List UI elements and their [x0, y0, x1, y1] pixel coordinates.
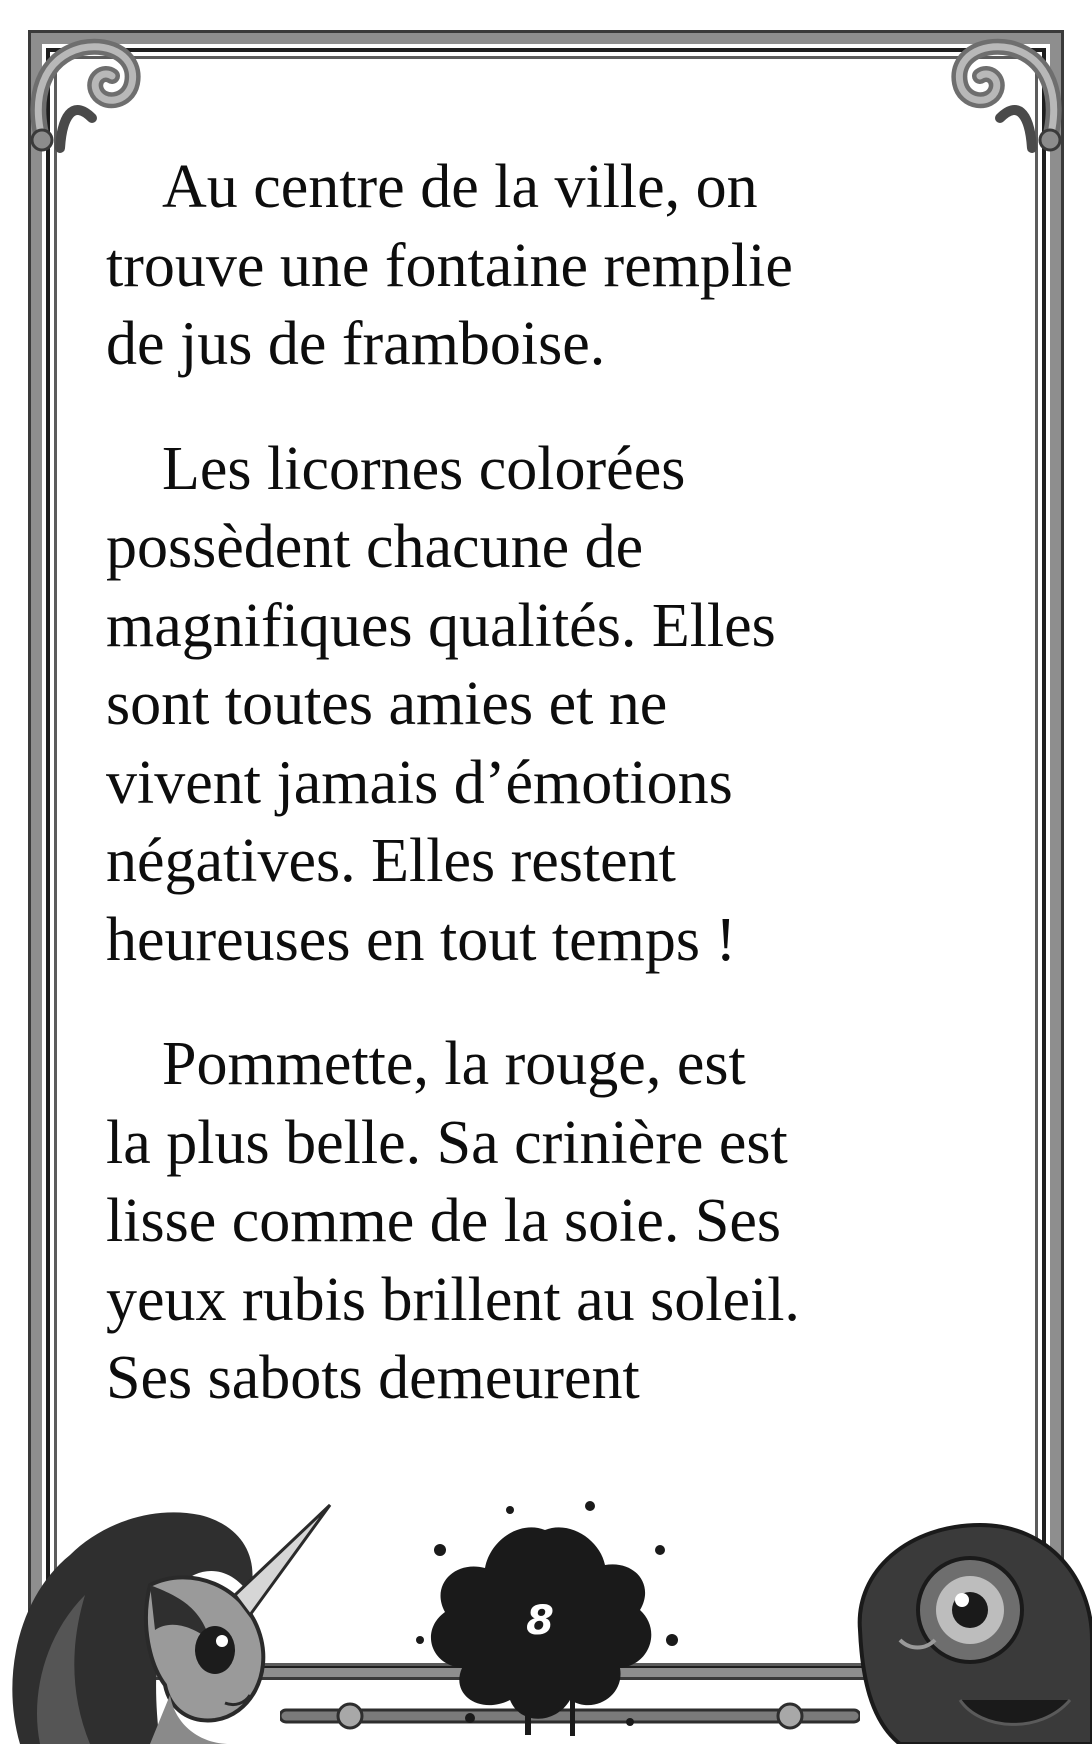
paragraph-2: [106, 430, 966, 980]
text-line: Au centre de la ville, on: [162, 153, 758, 221]
story-text: [106, 148, 966, 1464]
text-line: yeux rubis brillent au soleil.: [106, 1265, 800, 1334]
text-line: heureuses en tout temps !: [106, 905, 737, 974]
creature-illustration: [840, 1500, 1092, 1744]
text-line: la plus belle. Sa crinière est: [106, 1108, 788, 1177]
paragraph-1: [106, 148, 966, 384]
text-line: Les licornes colorées: [162, 434, 686, 503]
unicorn-illustration: [0, 1445, 380, 1744]
text-line: magnifiques qualités. Elles: [106, 591, 776, 660]
ornament-corner-top-left: [22, 28, 152, 158]
text-line: négatives. Elles restent: [106, 827, 676, 895]
text-line: de jus de framboise.: [106, 310, 606, 378]
text-line: trouve une fontaine remplie: [106, 231, 793, 300]
text-line: Pommette, la rouge, est: [162, 1030, 746, 1098]
text-line: vivent jamais d’émotions: [106, 748, 733, 817]
paragraph-3: [106, 1025, 966, 1418]
ornament-corner-top-right: [940, 28, 1070, 158]
text-line: Ses sabots demeurent: [106, 1344, 640, 1412]
text-line: sont toutes amies et ne: [106, 670, 668, 738]
page-number: 8: [526, 1598, 554, 1644]
text-line: lisse comme de la soie. Ses: [106, 1187, 781, 1255]
text-line: possèdent chacune de: [106, 513, 644, 581]
